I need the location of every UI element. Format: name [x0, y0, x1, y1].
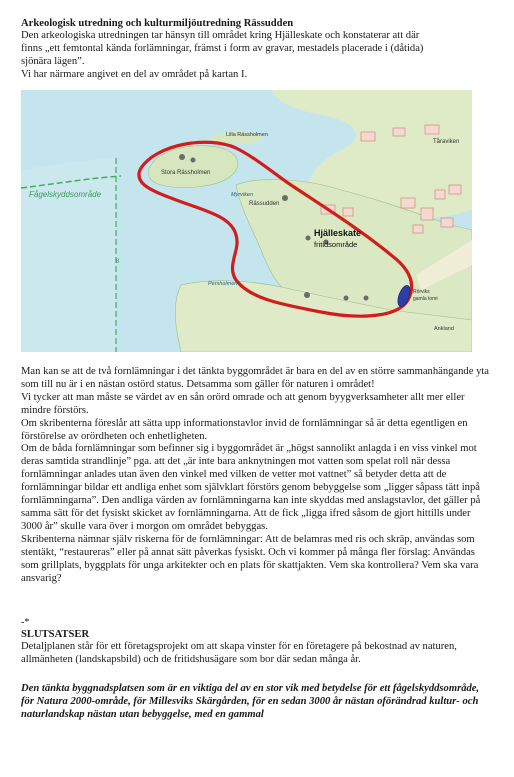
intro-line: Den arkeologiska utredningen tar hänsyn till området kring Hjälleskate och konstaterar att där [21, 30, 420, 41]
conclusion-heading: SLUTSATSER [21, 629, 90, 640]
map-label-persholmen: Persholmen [208, 281, 238, 287]
intro-line: sjönära lägen”. [21, 55, 85, 67]
intro-line: finns „ett femtontal kända forlämningar, främst i form av gravar, mestadels placerade i (dåtida) [21, 42, 424, 54]
body-paragraph: Om de båda fornlämningar som befinner sig i byggområdet är „högst sannolikt anlagda i en viss vinkel mot deras samtida strandlinje” pga. att det „är inte bara anknytningen mot vatten som spelat roll när dessa fornlämningar anlades utan även den vinkel med vilken de vetter mot vattnet” så betyder detta att de fornlämningar bildar ett andliga enhet som självklart förstörs genom bebyggelse som „ligger såpass tätt inpå fornlämningarna”. Den andliga värden av fornlämningarna kan inte skyddas med anslagstavlor, det gäller på samma sätt för det fysiskt skicket av fornlämningarna. Att de fick „ligga ifred såsom de gjort hittills under 3000 år” skulle vara över i morgon om området bebyggas. [21, 443, 481, 532]
body-paragraph: Vi tycker att man måste se värdet av en sån orörd omrade och att genom byygverksamheter allt mer eller mindre förstörs. [21, 391, 465, 416]
body-text [21, 366, 491, 585]
map-label-fritid: fritidsområde [314, 240, 358, 249]
conclusion-text: Detaljplanen står för ett företagsprojekt om att skapa vinster för en företagere på bekostnad av naturen, allmänheten (landskapsbild) och de fritidshusägare som bor där sedan många år. [21, 641, 457, 665]
map-label-myrviken: Myrviken [231, 192, 254, 198]
body-paragraph: Skribenterna nämnar själv riskerna för de fornlämningar: Att de belamras med ris och skräp, användas som stentäkt, “restaureras” eller på annat sätt påverkas fysiskt. Och vi kommer på många fler förslag: Användas som grillplats, byggplats för unga arkitekter och en plats för skattjakten. Vem ska kontrollera? Vem ska vara ansvarig? [21, 533, 479, 584]
map-label-stora: Stora Rässholmen [161, 170, 211, 176]
conclusion-final: Den tänkta byggnadsplatsen som är en viktiga del av en stor vik med betydelse för ett fågelskyddsområde, för Natura 2000-område, för Millesviks Skärgården, för en sedan 3000 år nästan oförändrad kultur- och naturlandskap nästan utan bebyggelse, med en gammal [21, 683, 480, 721]
area-map [21, 90, 472, 352]
map-label-number: 8 [116, 259, 120, 265]
separator-mark: -* [21, 617, 30, 628]
intro-paragraph [21, 30, 491, 82]
body-paragraph: Man kan se att de två fornlämningar i det tänkta byggområdet är bara en del av en större sammanhängande yta som till nu är i en nästan ostörd status. Detsamma som gäller för naturen i området! [21, 366, 490, 390]
map-label-taraviken: Tåraviken [433, 139, 460, 145]
map-label-lilla: Lilla Rässholmen [226, 132, 268, 138]
map-label-rorvik-tomt: gamla tomt [413, 296, 438, 302]
map-label-fagel: Fågelskyddsområde [29, 190, 102, 199]
map-bird-zone [21, 158, 116, 352]
body-paragraph: Om skribenterna föreslår att sätta upp informationstavlor invid de fornlämningar så är detta egentligen en förstörelse av orördheten och enhetligheten. [21, 417, 468, 442]
intro-line: Vi har närmare angivet en del av området på kartan I. [21, 68, 248, 80]
document-heading: Arkeologisk utredning och kulturmiljöutredning Rässudden [21, 18, 294, 29]
map-label-hjalleskate: Hjälleskate [314, 228, 362, 238]
map-label-rassudden: Rässudden [249, 201, 280, 207]
map-label-rorvik: Rörviks [413, 289, 430, 295]
map-label-ankland: Ankland [434, 326, 454, 332]
